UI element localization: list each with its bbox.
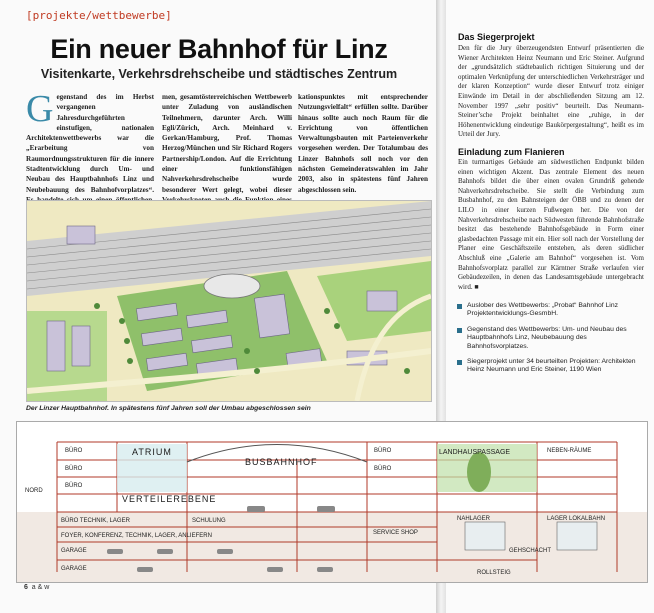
- article-title: Ein neuer Bahnhof für Linz: [50, 34, 388, 64]
- article-subtitle: Visitenkarte, Verkehrsdrehscheibe und städtisches Zentrum: [40, 67, 398, 81]
- label-garage-1: GARAGE: [61, 548, 87, 554]
- label-foyer: FOYER, KONFERENZ, TECHNIK, LAGER, ANLIEFERN: [61, 533, 212, 539]
- page-footer: [24, 584, 49, 591]
- info-item-auslober: Auslober des Wettbewerbs: „Probat“ Bahnhof Linz Projektentwicklungs-GesmbH.: [455, 302, 643, 319]
- heading-flanieren: Einladung zum Flanieren: [458, 147, 565, 157]
- label-north: NORD: [25, 488, 43, 494]
- site-plan-drawing: [27, 201, 431, 401]
- section-tag: [projekte/wettbewerbe]: [26, 9, 172, 22]
- text-siegerprojekt: Den für die Jury überzeugendsten Entwurf präsentierten die Wiener Architekten Heinz Neumann und Eric Steiner. Aufgrund der „grundsätzlich städtebaulich richtigen Situierung und der optimalen Verknüpfung der unterschiedlichen Verkehrsträger und der klaren Konzeption“ wurde dieser Entwurf trotz einiger Einwände im Detail in der abschließenden Sitzung am 12. November 1997 „sehr positiv“ beurteilt. Das Neumann-Steiner’sche Projekt beinhaltet eine „ruhige, in der Höhenentwicklung eindeutige Baukörpergestaltung“, heißt es im Urteil der Jury.: [458, 44, 644, 139]
- cross-section-drawing: [16, 421, 648, 583]
- label-gehschacht: GEHSCHACHT: [509, 548, 552, 554]
- label-landhauspassage: LANDHAUSPASSAGE: [439, 449, 511, 456]
- info-box: [455, 302, 643, 382]
- label-rollsteig: ROLLSTEIG: [477, 570, 511, 576]
- label-buero-5: BÜRO: [374, 466, 392, 472]
- column-2-text: men, gesamtösterreichischen Wettbewerb unter Zuladung von ausländischen Teilnehmern, darunter Arch. Willi Egli/Zürich, Arch. Meinhard v. Gerkan/Hamburg, Prof. Thomas Herzog/München und Sir Richard Rogers Partnership/London. Auf die Errichtung einer funktionsfähigen Nahverkehrsdrehscheibe wurde besonderer Wert gelegt, wobei dieser: [162, 93, 292, 194]
- cross-section-svg: [17, 422, 647, 582]
- info-item-siegerprojekt: Siegerprojekt unter 34 beurteilten Projekten: Architekten Heinz Neumann und Eric Steiner, 1190 Wien: [455, 358, 643, 375]
- label-buero-3: BÜRO: [65, 483, 83, 489]
- label-atrium: ATRIUM: [132, 447, 172, 457]
- article-column-2: [162, 92, 292, 216]
- label-verteilerebene: VERTEILEREBENE: [122, 494, 217, 504]
- column-3-text: kationspunktes mit entsprechender Nutzungsvielfalt“ erfüllen sollte. Darüber hinaus sollte auch noch Raum für die Errichtung von öffentlichen Verwaltungsbauten mit Parteienverkehr vorgesehen werden. Der Totalumbau des Linzer Bahnhofs soll noch vor den nächsten Gemeinderatswahlen im Jahr 2003, also in spätestens fünf Jahren abgeschlossen sein.: [298, 93, 428, 194]
- label-schulung: SCHULUNG: [192, 518, 226, 524]
- text-flanieren: Ein turmartiges Gebäude am südwestlichen Endpunkt bilden einen wichtigen Akzent. Das zentrale Element des neuen Bahnhofs bildet die über einen ovalen Grundriß gehende Nahverkehrsdrehscheibe. Sie stellt die Verbindung zum Busbahnhof, zu den Bahnsteigen der ÖBB und zu denen der LILO in einer kurzen Fußwegen her. Die von der Nahverkehrsdrehscheibe nach Südwesten führende Bahnhofstraße besitzt das bestehende Bahnhofsgebäude in Form einer glasbedachten Passage mit ein. Hier soll nach der Vorstellung der Planer eine Geschäftszeile entstehen, als deren südlicher Abschluß eine „Galerie am Bahnhof“ vorgesehen ist. Vom Bahnhofsvorplatz parallel zur Kärntner Straße verlaufen vier Gebäudezeilen, in denen das Landesamtsgebäude untergebracht wird. ■: [458, 158, 644, 291]
- label-lokalbahn: LAGER LOKALBAHN: [547, 516, 606, 522]
- magazine-label: a & w: [31, 584, 50, 591]
- label-service: SERVICE SHOP: [373, 530, 418, 536]
- site-plan-image: [26, 200, 432, 402]
- label-nahlager: NAHLAGER: [457, 516, 491, 522]
- label-buero-1: BÜRO: [65, 448, 83, 454]
- article-column-1: [26, 88, 154, 216]
- info-item-gegenstand: Gegenstand des Wettbewerbs: Um- und Neubau des Hauptbahnhofs Linz, Neubebauung des Bahnhofsvorplatzes.: [455, 326, 643, 351]
- column-1-text: egenstand des im Herbst vergangenen Jahresdurchgeführten einstufigen, nationalen Architektenwettbewerbs war die „Erarbeitung von Raumordnungsstrukturen für die innere Stadtentwicklung durch Um- und Neubau des Hauptbahnhofs Linz und Neubebauung des Bahnhofvorplatzes“.: [26, 93, 154, 194]
- label-buero-2: BÜRO: [65, 466, 83, 472]
- dropcap: G: [26, 88, 54, 130]
- label-garage-2: GARAGE: [61, 566, 87, 572]
- label-nebenraeume: NEBEN-RÄUME: [547, 448, 592, 454]
- article-column-3: [298, 92, 428, 195]
- page-number: 6: [24, 584, 28, 591]
- label-busbahnhof: BUSBAHNHOF: [245, 457, 318, 467]
- label-buero-4: BÜRO: [374, 448, 392, 454]
- heading-siegerprojekt: Das Siegerprojekt: [458, 32, 535, 42]
- map-caption: Der Linzer Hauptbahnhof. In spätestens fünf Jahren soll der Umbau abgeschlossen sein: [26, 405, 311, 412]
- label-technik: BÜRO TECHNIK, LAGER: [61, 518, 130, 524]
